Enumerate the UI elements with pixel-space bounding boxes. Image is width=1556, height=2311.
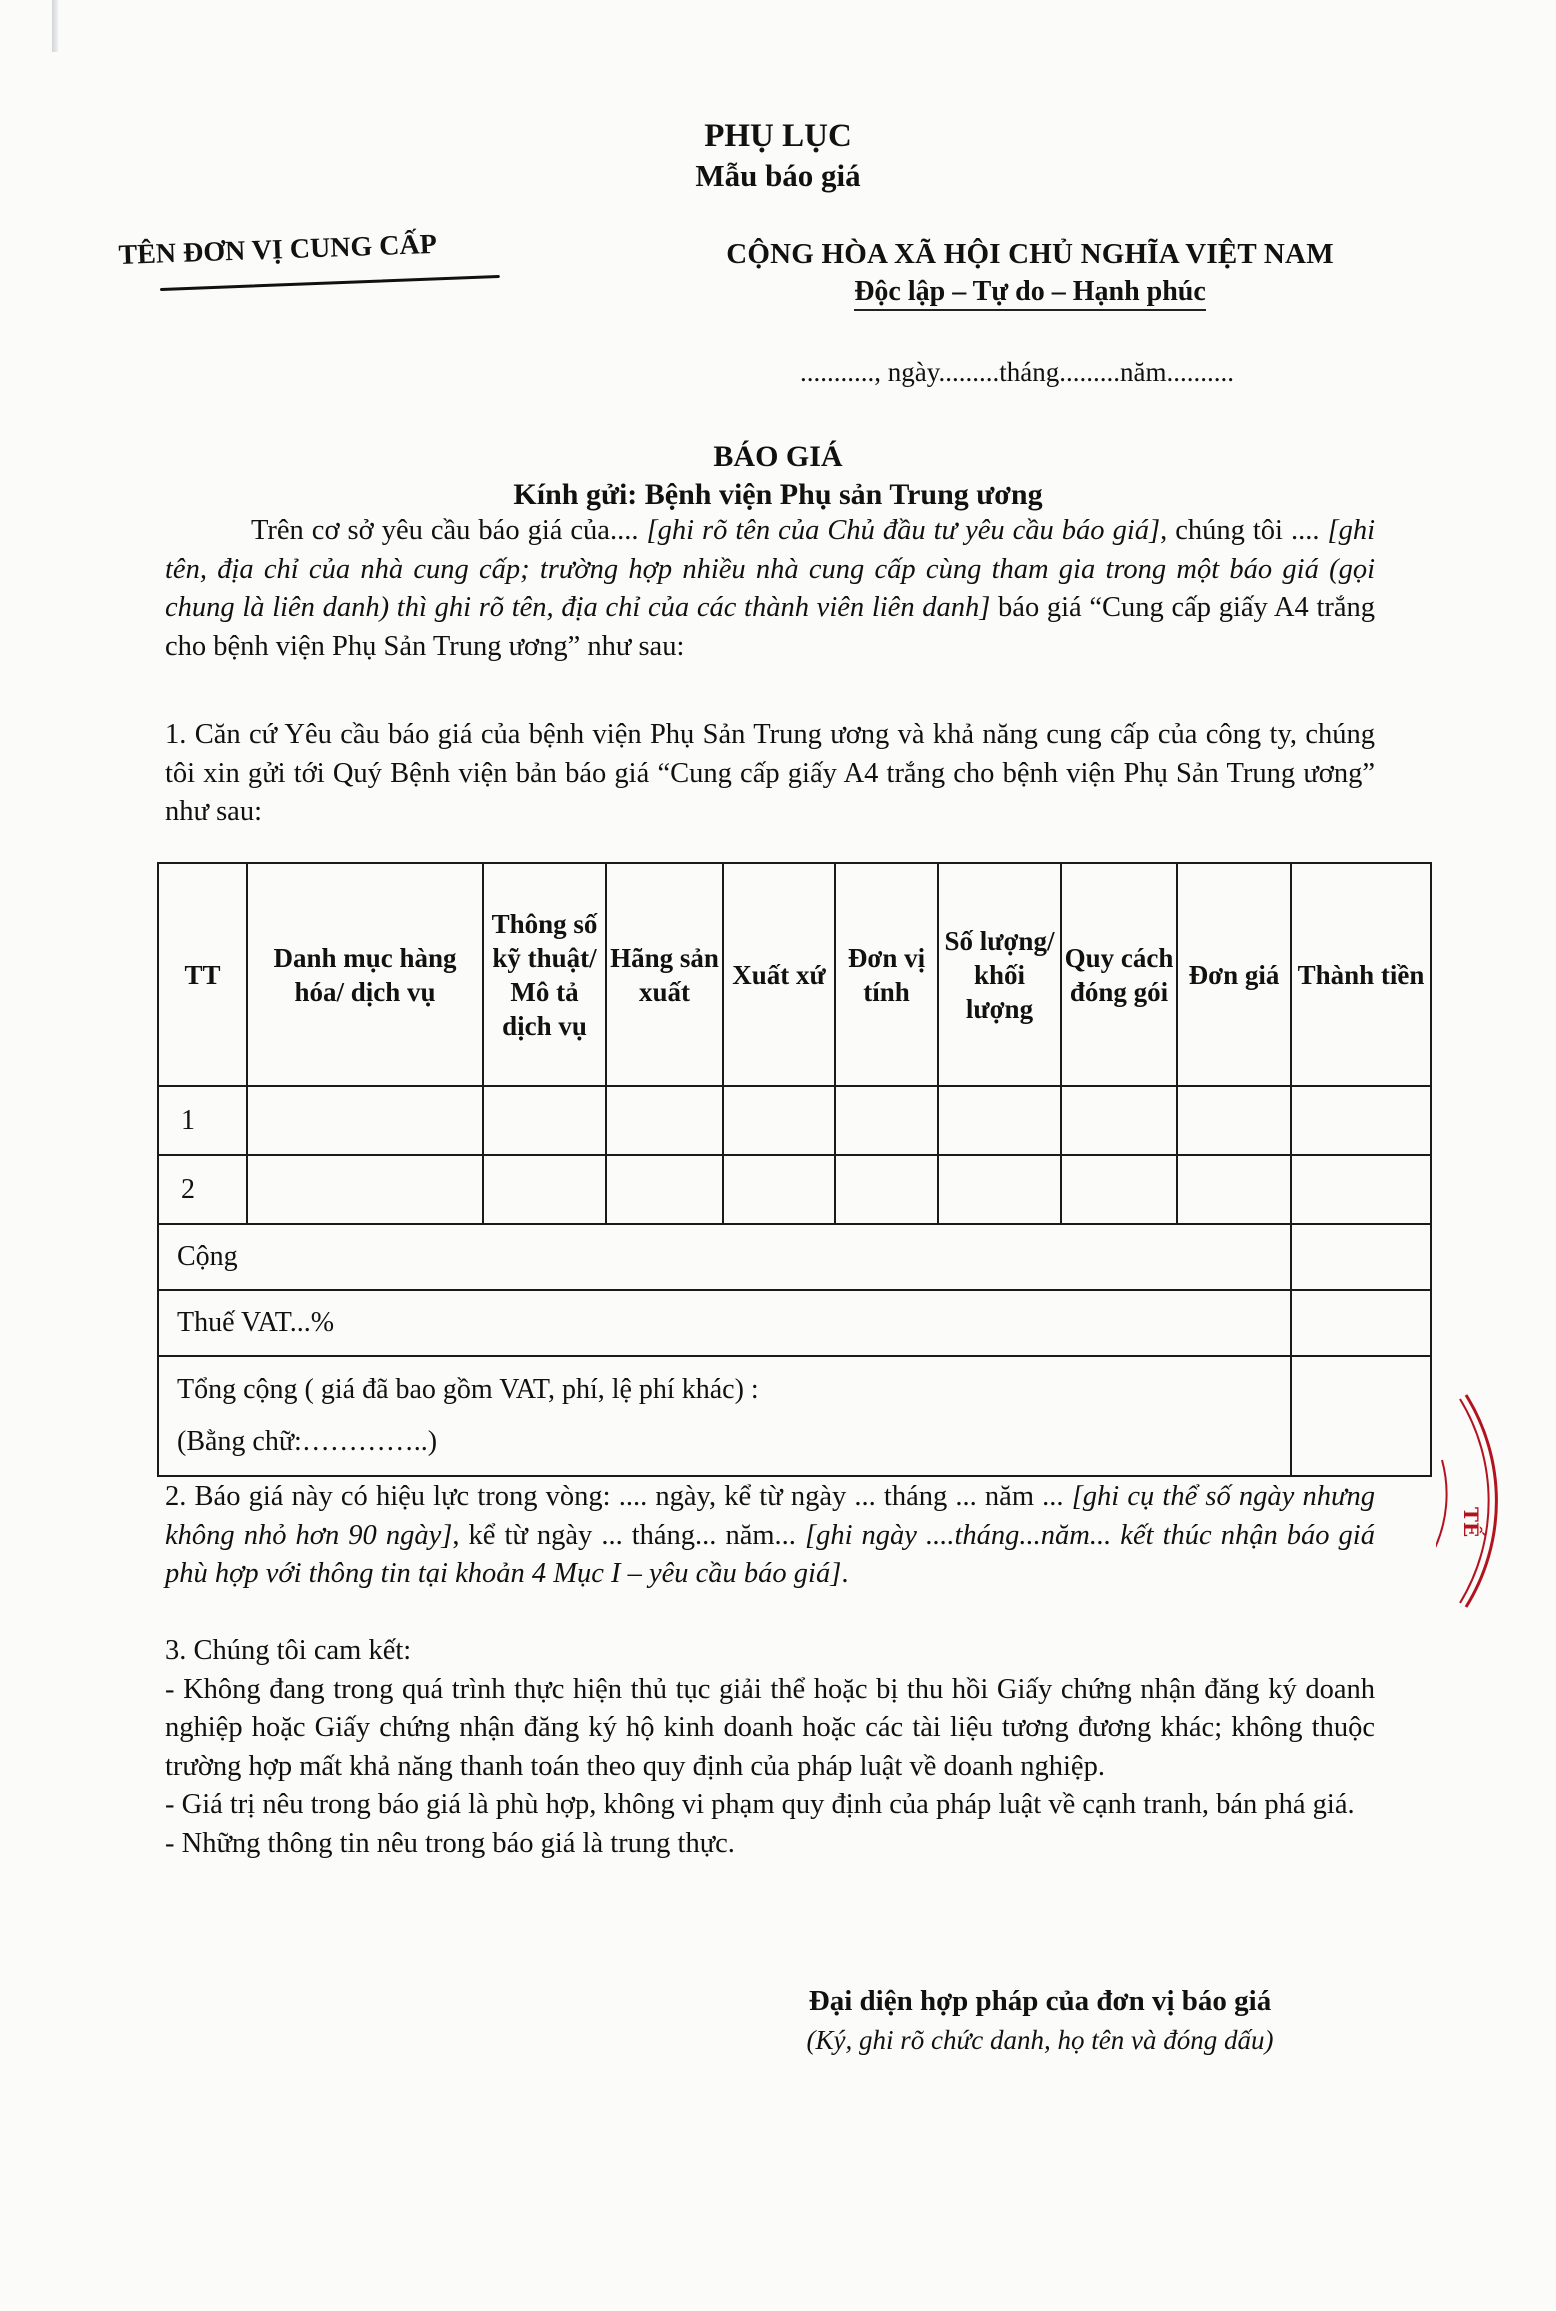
intro-note-1: [ghi rõ tên của Chủ đầu tư yêu cầu báo giá] [646,515,1161,546]
commitment-item: - Không đang trong quá trình thực hiện thủ tục giải thể hoặc bị thu hồi Giấy chứng nhận đăng ký doanh nghiệp hoặc Giấy chứng nhận đăng ký hộ kinh doanh hoặc các tài liệu tương đương khác; không thuộc trường hợp mất khả năng thanh toán theo quy định của pháp luật về doanh nghiệp. [165,1673,1375,1782]
total-label: Tổng cộng ( giá đã bao gồm VAT, phí, lệ phí khác) : [177,1374,759,1405]
date-line: ..........., ngày.........tháng.........năm.......... [800,357,1234,387]
signature-note: (Ký, ghi rõ chức danh, họ tên và đóng dấu) [806,2025,1274,2055]
validity-note-2: [ghi ngày ....tháng...năm... kết thúc nhận báo giá phù hợp với thông tin tại khoản 4 Mục I – yêu cầu báo giá] [165,1519,1375,1589]
cell-unit[interactable] [835,1086,938,1155]
quote-table [157,862,1432,1477]
commitment-item: - Những thông tin nêu trong báo giá là trung thực. [165,1827,735,1859]
national-motto: Độc lập – Tự do – Hạnh phúc [854,276,1206,311]
cell-origin[interactable] [723,1155,835,1224]
cell-item[interactable] [247,1155,483,1224]
cell-origin[interactable] [723,1086,835,1155]
intro-paragraph [165,512,1375,666]
subtotal-row [158,1224,1431,1290]
validity-note-1: [ghi cụ thể số ngày nhưng không nhỏ hơn 90 ngày] [165,1481,1375,1551]
quote-title: BÁO GIÁ [713,440,843,473]
vat-row [158,1290,1431,1356]
total-row [158,1356,1431,1476]
intro-text-2: , chúng tôi .... [1160,515,1328,546]
row-number: 2 [158,1155,247,1224]
cell-spec[interactable] [483,1086,606,1155]
subtotal-label: Cộng [158,1224,1291,1290]
nation-name: CỘNG HÒA XÃ HỘI CHỦ NGHĨA VIỆT NAM [726,238,1334,270]
table-row [158,1155,1431,1224]
cell-quantity[interactable] [938,1086,1061,1155]
commitments-heading: 3. Chúng tôi cam kết: [165,1635,412,1666]
motto-wrapper [680,276,1380,308]
validity-text-3: . [841,1558,849,1589]
cell-packing[interactable] [1061,1155,1177,1224]
cell-manufacturer[interactable] [606,1086,723,1155]
column-header-origin: Xuất xứ [723,863,835,1086]
intro-text-3: báo giá “Cung cấp giấy A4 trắng cho bệnh viện Phụ Sản Trung ương” như sau: [165,592,1376,662]
row-number: 1 [158,1086,247,1155]
total-in-words: (Bằng chữ:…………..) [177,1426,438,1457]
column-header-packing: Quy cách đóng gói [1061,863,1177,1086]
column-header-amount: Thành tiền [1291,863,1431,1086]
appendix-subtitle: Mẫu báo giá [695,158,861,193]
column-header-spec: Thông số kỹ thuật/ Mô tả dịch vụ [483,863,606,1086]
cell-unit[interactable] [835,1155,938,1224]
cell-packing[interactable] [1061,1086,1177,1155]
vat-value[interactable] [1291,1290,1431,1356]
supplier-underline [160,275,500,291]
column-header-tt: TT [158,863,247,1086]
red-stamp-fragment-icon [1436,1385,1556,1615]
total-value[interactable] [1291,1356,1431,1476]
intro-text-1: Trên cơ sở yêu cầu báo giá của.... [251,515,647,546]
cell-unit-price[interactable] [1177,1155,1291,1224]
commitments-section [165,1632,1375,1863]
cell-unit-price[interactable] [1177,1086,1291,1155]
cell-quantity[interactable] [938,1155,1061,1224]
item-1-paragraph: 1. Căn cứ Yêu cầu báo giá của bệnh viện Phụ Sản Trung ương và khả năng cung cấp của công ty, chúng tôi xin gửi tới Quý Bệnh viện bản báo giá “Cung cấp giấy A4 trắng cho bệnh viện Phụ Sản Trung ương” như sau: [165,719,1375,827]
total-label-cell [158,1356,1291,1476]
supplier-name-placeholder: TÊN ĐƠN VỊ CUNG CẤP [118,228,438,271]
validity-paragraph [165,1478,1375,1594]
validity-text-2: , kể từ ngày ... tháng... năm... [452,1519,805,1551]
column-header-quantity: Số lượng/ khối lượng [938,863,1061,1086]
addressee: Kính gửi: Bệnh viện Phụ sản Trung ương [513,478,1043,511]
column-header-item: Danh mục hàng hóa/ dịch vụ [247,863,483,1086]
subtotal-value[interactable] [1291,1224,1431,1290]
stamp-inner-ring [1436,1460,1447,1550]
vat-label: Thuế VAT...% [158,1290,1291,1356]
cell-spec[interactable] [483,1155,606,1224]
column-header-unit: Đơn vị tính [835,863,938,1086]
table-row [158,1086,1431,1155]
stamp-outer-ring [1466,1395,1496,1607]
cell-amount[interactable] [1291,1155,1431,1224]
validity-text-1: 2. Báo giá này có hiệu lực trong vòng: .... ngày, kể từ ngày ... tháng ... năm ... [165,1481,1072,1512]
cell-item[interactable] [247,1086,483,1155]
commitment-item: - Giá trị nêu trong báo giá là phù hợp, không vi phạm quy định của pháp luật về cạnh tranh, bán phá giá. [165,1789,1355,1820]
appendix-title: PHỤ LỤC [704,118,852,154]
signature-title: Đại diện hợp pháp của đơn vị báo giá [808,1985,1272,2017]
cell-manufacturer[interactable] [606,1155,723,1224]
stamp-text: TẾ [1459,1507,1483,1538]
column-header-manufacturer: Hãng sản xuất [606,863,723,1086]
intro-note-2: [ghi tên, địa chỉ của nhà cung cấp; trường hợp nhiều nhà cung cấp cùng tham gia trong một báo giá (gọi chung là liên danh) thì ghi rõ tên, địa chỉ của các thành viên liên danh] [165,515,1375,623]
table-header-row [158,863,1431,1086]
page-fold-shadow [52,0,58,52]
cell-amount[interactable] [1291,1086,1431,1155]
column-header-unit-price: Đơn giá [1177,863,1291,1086]
